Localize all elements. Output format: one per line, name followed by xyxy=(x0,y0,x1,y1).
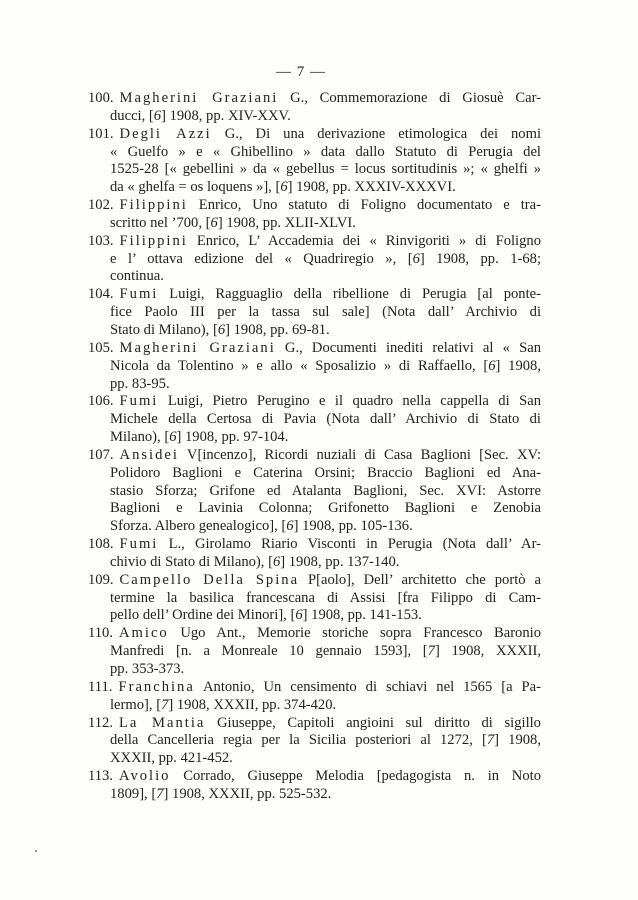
entry-text: G., Di una derivazione etimologica dei nomi xyxy=(211,125,541,142)
entry-number: 103. xyxy=(88,232,114,249)
entry-line xyxy=(88,554,541,572)
entry-text: ] 1908, pp. 97-104. xyxy=(176,429,289,446)
bibliography-entry xyxy=(88,126,541,197)
volume-number: 7 xyxy=(156,785,164,802)
entry-line xyxy=(88,607,541,625)
volume-number: 6 xyxy=(153,107,162,124)
entry-text: stasio Sforza; Grifone ed Atalanta Baglioni, Sec. XVI: Astorre xyxy=(110,482,541,499)
entry-line xyxy=(88,251,541,269)
entry-text: Luigi, Ragguaglio della ribellione di Perugia [al ponte- xyxy=(158,286,541,303)
entry-text: 1809], [ xyxy=(110,785,157,802)
volume-number: 6 xyxy=(217,321,226,338)
bibliography-entry xyxy=(88,625,541,679)
entry-text: ] 1908, pp. XIV-XXV. xyxy=(161,107,291,124)
entry-text: Corrado, Giuseppe Melodia [pedagogista n. in Noto xyxy=(170,768,541,785)
entry-text: P[aolo], Dell’ architetto che portò a xyxy=(299,571,541,588)
entry-line xyxy=(88,661,541,679)
entry-text: Enrico, L’ Accademia dei « Rinvigoriti » di Foligno xyxy=(187,232,541,249)
bibliography-entry xyxy=(88,768,541,804)
volume-number: 7 xyxy=(486,732,495,749)
entry-text: fice Paolo III per la tassa sul sale] (Nota dall’ Archivio di xyxy=(110,304,541,321)
entry-line xyxy=(88,500,541,518)
entry-text: Michele della Certosa di Pavia (Nota dall’ Archivio di Stato di xyxy=(110,411,541,428)
entry-text: ] 1908, pp. XXXIV-XXXVI. xyxy=(287,179,456,196)
bibliography-entry xyxy=(88,572,541,626)
entry-text: ] 1908, xyxy=(495,357,541,374)
entry-text: ducci, [ xyxy=(110,107,154,124)
entry-text: ] 1908, pp. 137-140. xyxy=(280,553,400,570)
entry-text: pello dell’ Ordine dei Minori], [ xyxy=(110,607,296,624)
entry-text: Baglioni e Lavinia Colonna; Grifonetto Baglioni e Zenobia xyxy=(110,500,541,517)
entry-text: « Guelfo » e « Ghibellino » data dallo Statuto di Perugia del xyxy=(110,143,541,160)
entry-text: G., Documenti inediti relativi al « San xyxy=(275,339,541,356)
entry-line xyxy=(88,518,541,536)
entry-line xyxy=(88,768,541,786)
bibliography-entry xyxy=(88,197,541,233)
entry-text: L., Girolamo Riario Visconti in Perugia (Nota dall’ Ar- xyxy=(158,536,541,553)
entry-author: Magherini Graziani xyxy=(119,339,276,356)
entry-line xyxy=(88,268,541,286)
bibliography-entry xyxy=(88,679,541,715)
entry-line xyxy=(88,572,541,590)
entry-line xyxy=(88,126,541,144)
entry-text: pp. 353-373. xyxy=(110,661,185,677)
entry-number: 106. xyxy=(88,393,114,410)
entry-text: ] 1908, xyxy=(494,732,541,749)
entry-author: Amico xyxy=(119,625,169,642)
entry-line xyxy=(88,144,541,162)
entry-line xyxy=(88,233,541,251)
entry-text: Enrico, Uno statuto di Foligno documentato e tra- xyxy=(187,197,541,214)
entry-text: ] 1908, pp. XLII-XLVI. xyxy=(217,214,356,231)
bibliography-entry xyxy=(88,90,541,126)
volume-number: 7 xyxy=(161,696,169,713)
entry-line xyxy=(88,429,541,447)
entry-number: 109. xyxy=(88,571,114,588)
entry-text: V[incenzo], Ricordi nuziali di Casa Baglioni [Sec. XV: xyxy=(178,446,541,463)
entry-number: 108. xyxy=(88,536,114,553)
entry-line xyxy=(88,732,541,750)
entry-text: Stato di Milano), [ xyxy=(110,321,218,338)
entry-text: termine la basilica francescana di Assisi [fra Filippo di Cam- xyxy=(110,589,541,606)
entry-number: 107. xyxy=(88,446,114,463)
entry-text: G., Commemorazione di Giosuè Car- xyxy=(278,90,541,106)
entry-line xyxy=(88,215,541,233)
entry-author: Franchina xyxy=(118,678,195,695)
entry-text: Ugo Ant., Memorie storiche sopra Francesco Baronio xyxy=(168,625,541,642)
entry-number: 100. xyxy=(88,90,114,106)
entry-text: Milano), [ xyxy=(110,429,170,446)
entry-text: Nicola da Tolentino » e allo « Sposalizio » di Raffaello, [ xyxy=(110,357,489,374)
entry-author: Avolio xyxy=(119,768,171,785)
entry-number: 104. xyxy=(88,286,114,303)
bibliography-list xyxy=(88,90,541,804)
entry-text: ] 1908, pp. 69-81. xyxy=(225,321,330,338)
volume-number: 6 xyxy=(286,518,294,535)
volume-number: 6 xyxy=(488,357,496,374)
entry-author: Magherini Graziani xyxy=(119,90,279,106)
page-number: — 7 — xyxy=(276,64,326,80)
entry-line xyxy=(88,358,541,376)
entry-author: Fumi xyxy=(119,393,159,410)
entry-text: Luigi, Pietro Perugino e il quadro nella cappella di San xyxy=(158,393,541,410)
entry-line xyxy=(88,643,541,661)
entry-author: Campello Della Spina xyxy=(119,571,300,588)
entry-line xyxy=(88,590,541,608)
entry-line xyxy=(88,483,541,501)
bibliography-entry xyxy=(88,340,541,394)
entry-number: 101. xyxy=(88,125,114,142)
volume-number: 6 xyxy=(210,214,218,231)
entry-author: Fumi xyxy=(119,286,159,303)
entry-author: Filippini xyxy=(119,232,188,249)
entry-text: Antonio, Un censimento di schiavi nel 1565 [a Pa- xyxy=(194,678,541,695)
entry-text: Polidoro Baglioni e Caterina Orsini; Braccio Baglioni ed Ana- xyxy=(110,464,541,481)
bibliography-entry xyxy=(88,447,541,536)
entry-line xyxy=(88,465,541,483)
entry-number: 111. xyxy=(88,678,113,695)
entry-text: da « ghelfa = os loquens »], [ xyxy=(110,179,281,196)
entry-line xyxy=(88,715,541,733)
entry-text: pp. 83-95. xyxy=(110,375,170,392)
entry-number: 110. xyxy=(88,625,113,642)
entry-line xyxy=(88,679,541,697)
entry-text: ] 1908, pp. 105-136. xyxy=(293,518,413,535)
entry-line xyxy=(88,376,541,394)
entry-text: ] 1908, pp. 1-68; xyxy=(419,250,541,267)
entry-number: 113. xyxy=(88,768,113,785)
entry-text: Manfredi [n. a Monreale 10 gennaio 1593], [ xyxy=(110,643,428,660)
entry-text: della Cancelleria regia per la Sicilia posteriori al 1272, [ xyxy=(110,732,487,749)
entry-author: Degli Azzi xyxy=(119,125,212,142)
volume-number: 6 xyxy=(272,553,281,570)
entry-line xyxy=(88,447,541,465)
entry-author: Filippini xyxy=(119,197,188,214)
scan-speck xyxy=(35,850,37,852)
entry-line xyxy=(88,393,541,411)
entry-text: continua. xyxy=(110,268,164,285)
entry-number: 102. xyxy=(88,197,114,214)
entry-text: lermo], [ xyxy=(110,696,162,713)
entry-number: 105. xyxy=(88,339,114,356)
volume-number: 7 xyxy=(427,643,435,660)
entry-author: La Mantia xyxy=(119,714,206,731)
entry-line xyxy=(88,197,541,215)
volume-number: 6 xyxy=(169,429,177,446)
entry-line xyxy=(88,161,541,179)
volume-number: 6 xyxy=(412,250,420,267)
entry-line xyxy=(88,322,541,340)
entry-author: Ansidei xyxy=(119,446,179,463)
entry-text: 1525-28 [« gebellini » da « gebellus = locus sortitudinis »; « ghelfi » xyxy=(110,161,541,178)
entry-text: Giuseppe, Capitoli angioini sul diritto di sigillo xyxy=(205,714,541,731)
entry-author: Fumi xyxy=(119,536,159,553)
entry-line xyxy=(88,108,541,126)
entry-line xyxy=(88,786,541,804)
bibliography-entry xyxy=(88,393,541,447)
entry-line xyxy=(88,90,541,108)
entry-text: ] 1908, XXXII, xyxy=(434,643,541,660)
entry-text: e l’ ottava edizione del « Quadriregio », [ xyxy=(110,250,413,267)
entry-text: ] 1908, XXXII, pp. 374-420. xyxy=(168,696,337,713)
entry-line xyxy=(88,340,541,358)
entry-line xyxy=(88,286,541,304)
entry-text: chivio di Stato di Milano), [ xyxy=(110,553,273,570)
bibliography-entry xyxy=(88,286,541,340)
entry-line xyxy=(88,179,541,197)
bibliography-entry xyxy=(88,715,541,769)
bibliography-entry xyxy=(88,233,541,287)
entry-line xyxy=(88,750,541,768)
entry-text: ] 1908, pp. 141-153. xyxy=(302,607,422,624)
entry-line xyxy=(88,625,541,643)
entry-line xyxy=(88,697,541,715)
entry-text: scritto nel ’700, [ xyxy=(110,214,211,231)
entry-text: XXXII, pp. 421-452. xyxy=(110,750,233,767)
bibliography-entry xyxy=(88,536,541,572)
entry-text: ] 1908, XXXII, pp. 525-532. xyxy=(163,785,332,802)
entry-text: Sforza. Albero genealogico], [ xyxy=(110,518,287,535)
entry-number: 112. xyxy=(88,714,113,731)
volume-number: 6 xyxy=(295,607,303,624)
entry-line xyxy=(88,536,541,554)
entry-line xyxy=(88,411,541,429)
volume-number: 6 xyxy=(280,179,288,196)
entry-line xyxy=(88,304,541,322)
